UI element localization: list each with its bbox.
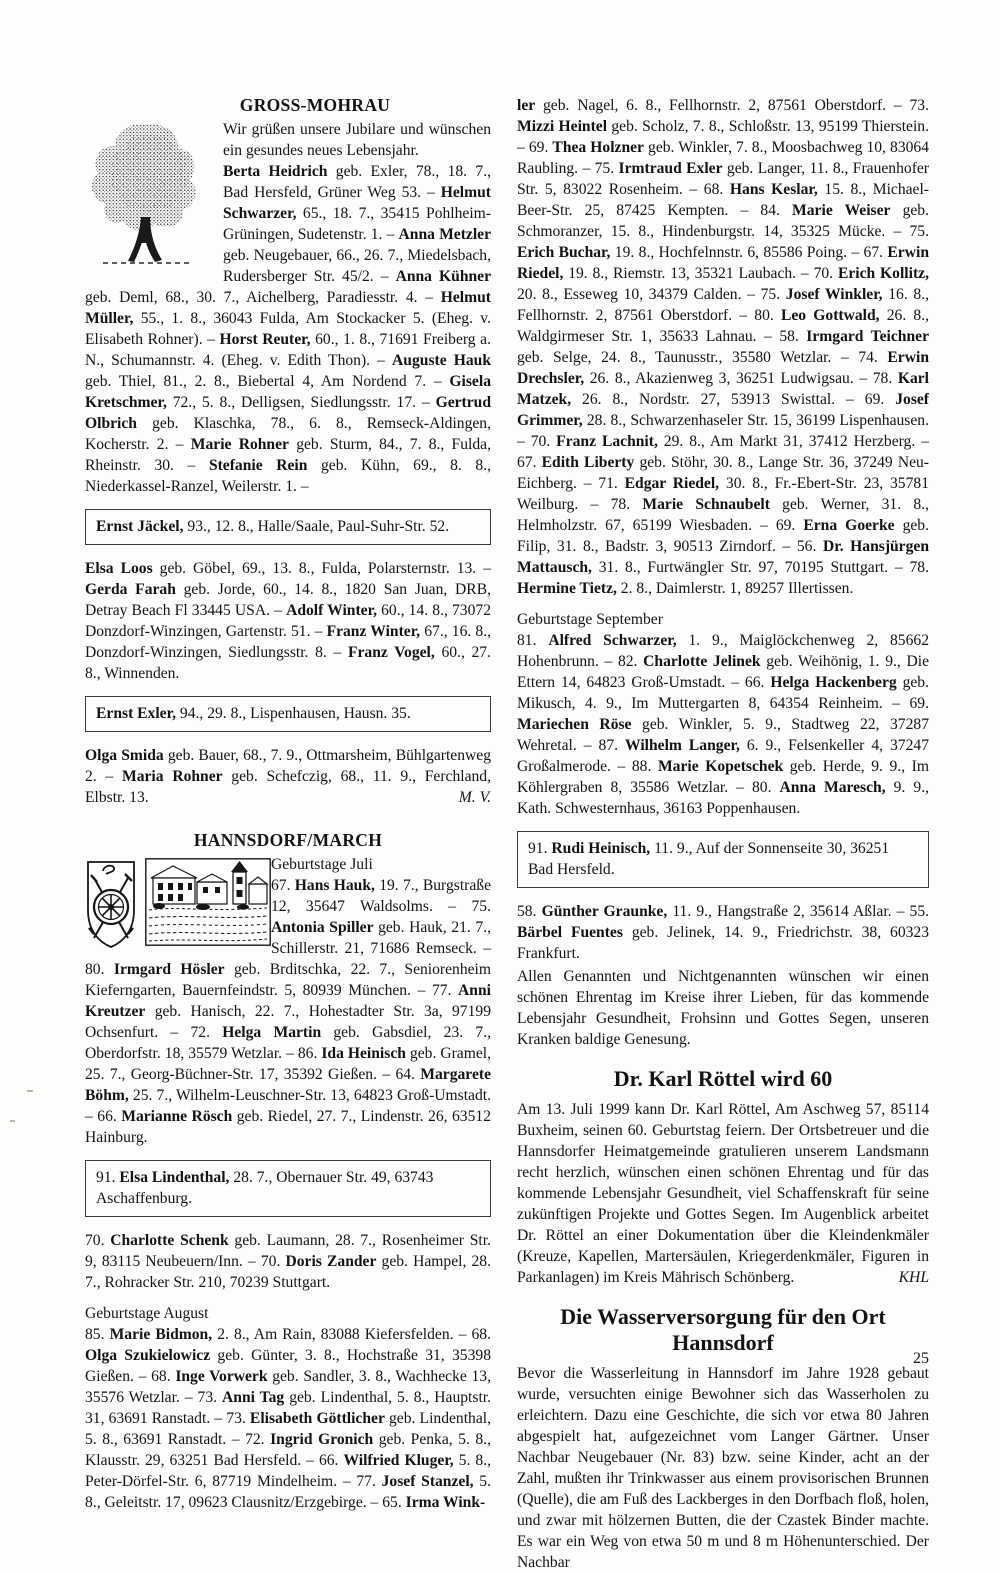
highlight-box-text: Ernst Jäckel, 93., 12. 8., Halle/Saale, Paul-Suhr-Str. 52. — [96, 518, 450, 535]
article-roettel-paragraph: Am 13. Juli 1999 kann Dr. Karl Röttel, Am Aschweg 57, 85114 Buxheim, seinen 60. Geburtstag feiern. Der Ortsbetreuer und die Hannsdorfer Heimatgemeinde gratulieren unserem Landsmann recht herzlich, wünschen einen schönen Ehrentag und für das kommende Lebensjahr Gesundheit, viel Schaffenskraft für seine zukünftigen Projekte und Gottes Segen. Im Augenblick arbeitet Dr. Röttel an einer Dokumentation über die Kleindenkmäler (Kreuze, Kapellen, Martersäulen, Kriegerdenkmäler, Figuren in Parkanlagen) im Kreis Mährisch Schönberg. — [517, 1101, 929, 1286]
gross-mohrau-body-paragraph: Wir grüßen unsere Jubilare und wünschen ein gesundes neues Lebensjahr. Berta Heidrich geb. Exler, 78., 18. 7., Bad Hersfeld, Grüner Weg 53. – Helmut Schwarzer, 65., 18. 7., 35415 Pohlheim-Grüningen, Sudetenstr. 1. – Anna Metzler geb. Neugebauer, 66., 26. 7., Miedelsbach, Rudersberger Str. 45/2. – Anna Kühner geb. Deml, 68., 30. 7., Aichelberg, Paradiesstr. 4. – Helmut Müller, 55., 1. 8., 36043 Fulda, Am Stockacker 5. (Eheg. v. Elisabeth Rohner). – Horst Reuter, 60., 1. 8., 71691 Freiberg a. N., Schumannstr. 4. (Eheg. v. Edith Thon). – Auguste Hauk geb. Thiel, 81., 2. 8., Biebertal 4, Am Nordend 7. – Gisela Kretschmer, 72., 5. 8., Delligsen, Siedlungsstr. 17. – Gertrud Olbrich geb. Klaschka, 78., 6. 8., Remseck-Aldingen, Kocherstr. 2. – Marie Rohner geb. Sturm, 84., 7. 8., Fulda, Rheinstr. 30. – Stefanie Rein geb. Kühn, 69., 8. 8., Niederkassel-Ranzel, Weilerstr. 1. – — [85, 121, 492, 495]
article-title-wasserversorgung: Die Wasserversorgung für den Ort Hannsdorf — [560, 1304, 886, 1355]
hannsdorf-july-paragraph-2: 70. Charlotte Schenk geb. Laumann, 28. 7., Rosenheimer Str. 9, 83115 Neubeuern/Inn. – 70. Doris Zander geb. Hampel, 28. 7., Rohracker Str. 210, 70239 Stuttgart. — [85, 1232, 491, 1291]
section-hannsdorf-march — [85, 830, 491, 1513]
subtitle-geburtstage-juli: Geburtstage Juli — [271, 856, 373, 873]
hannsdorf-august-paragraph: 85. Marie Bidmon, 2. 8., Am Rain, 83088 Kiefersfelden. – 68. Olga Szukielowicz geb. Günter, 3. 8., Hochstraße 31, 35398 Gießen. – 68. Inge Vorwerk geb. Sandler, 3. 8., Wachhecke 13, 35576 Wetzlar. – 73. Anni Tag geb. Lindenthal, 5. 8., Hauptstr. 31, 63691 Ranstadt. – 73. Elisabeth Göttlicher geb. Lindenthal, 5. 8., 63691 Ranstadt. – 72. Ingrid Gronich geb. Penka, 5. 8., Klausstr. 29, 63251 Bad Hersfeld. – 66. Wilfried Kluger, 5. 8., Peter-Dörfel-Str. 6, 87719 Mindelheim. – 77. Josef Stanzel, 5. 8., Geleitstr. 17, 09623 Clausnitz/Erzgebirge. – 65. Irma Wink- — [85, 1326, 492, 1511]
jubilee-tree-illustration — [85, 95, 223, 267]
page-number: 25 — [913, 1350, 929, 1367]
september-paragraph: 81. Alfred Schwarzer, 1. 9., Maiglöckchenweg 2, 85662 Hohenbrunn. – 82. Charlotte Jelinek geb. Weihönig, 1. 9., Die Ettern 14, 64823 Groß-Umstadt. – 66. Helga Hackenberg geb. Mikusch, 4. 9., Im Muttergarten 8, 64354 Reinheim. – 69. Mariechen Röse geb. Winkler, 5. 9., Stadtweg 22, 37287 Wehretal. – 87. Wilhelm Langer, 6. 9., Felsenkeller 4, 37247 Großalmerode. – 88. Marie Kopetschek geb. Herde, 9. 9., Im Köhlergraben 8, 35586 Wetzlar. – 80. Anna Maresch, 9. 9., Kath. Schwesternhaus, 36163 Poppenhausen. — [517, 632, 930, 817]
margin-registration-mark — [10, 1120, 15, 1122]
right-column — [517, 95, 929, 1573]
section-title-hannsdorf: HANNSDORF/MARCH — [193, 830, 383, 850]
highlight-box-rudi-heinisch — [517, 831, 929, 888]
highlight-box-ernst-exler — [85, 696, 491, 732]
gross-mohrau-paragraph-3: Olga Smida geb. Bauer, 68., 7. 9., Ottmarsheim, Bühlgartenweg 2. – Maria Rohner geb. Schefczig, 68., 11. 9., Ferchland, Elbstr. 13. — [85, 747, 491, 806]
author-initials-khl: KHL — [898, 1269, 929, 1286]
highlight-box-elsa-lindenthal — [85, 1160, 491, 1217]
gross-mohrau-paragraph-2: Elsa Loos geb. Göbel, 69., 13. 8., Fulda, Polarsternstr. 13. – Gerda Farah geb. Jorde, 60., 14. 8., 1820 San Juan, DRB, Detray Beach Fl 33445 USA. – Adolf Winter, 60., 14. 8., 73072 Donzdorf-Winzingen, Gartenstr. 51. – Franz Winter, 67., 16. 8., Donzdorf-Winzingen, Siedlungsstr. 8. – Franz Vogel, 60., 27. 8., Winnenden. — [85, 560, 492, 682]
margin-registration-mark — [27, 1090, 33, 1092]
village-illustration — [145, 858, 271, 946]
article-karl-roettel — [517, 1066, 929, 1288]
subtitle-geburtstage-august: Geburtstage August — [85, 1305, 209, 1322]
article-title-roettel: Dr. Karl Röttel wird 60 — [613, 1066, 833, 1091]
september-paragraph-2: 58. Günther Graunke, 11. 9., Hangstraße 2, 35614 Aßlar. – 55. Bärbel Fuentes geb. Jelinek, 14. 9., Friedrichstr. 38, 60323 Frankfurt. — [517, 903, 930, 962]
article-wasser-paragraph: Bevor die Wasserleitung in Hannsdorf im Jahre 1928 gebaut wurde, versuchten einige Bewohner sich das Wasserholen zu erleichtern. Dazu eine Geschichte, die sich vor etwa 80 Jahren abgespielt hat, aufgezeichnet vom Langer Gärtner. Unser Nachbar Neugebauer (Nr. 83) bzw. seine Kinder, acht an der Zahl, mußten ihr Trinkwasser aus einem provisorischen Brunnen (Quelle), die am Fuß des Lackberges in den Dorfbach floß, holen, und zwar mit hölzernen Butten, die der Czastek Binder machte. Es war ein Weg von etwa 50 m und 8 m Höhenunterschied. Der Nachbar — [517, 1365, 929, 1571]
section-title-gross-mohrau: GROSS-MOHRAU — [239, 95, 391, 115]
highlight-box-text: 91. Rudi Heinisch, 11. 9., Auf der Sonnenseite 30, 36251 Bad Hersfeld. — [528, 840, 890, 878]
highlight-box-text: Ernst Exler, 94., 29. 8., Lispenhausen, Hausn. 35. — [96, 705, 411, 722]
hannsdorf-illustrations — [85, 854, 271, 958]
hannsdorf-july-paragraph: 67. Hans Hauk, 19. 7., Burgstraße 12, 35647 Waldsolms. – 75. Antonia Spiller geb. Hauk, 21. 7., Schillerstr. 21, 71686 Remseck. – 80. Irmgard Hösler geb. Brditschka, 22. 7., Seniorenheim Kieferngarten, Bauernfeindstr. 5, 80939 München. – 77. Anni Kreutzer geb. Hanisch, 22. 7., Hohestadter Str. 3a, 97199 Ochsenfurt. – 72. Helga Martin geb. Gabsdiel, 23. 7., Oberdorfstr. 18, 35579 Wetzlar. – 86. Ida Heinisch geb. Gramel, 25. 7., Georg-Büchner-Str. 17, 35392 Gießen. – 64. Margarete Böhm, 25. 7., Wilhelm-Leuschner-Str. 13, 64823 Groß-Umstadt. – 66. Marianne Rösch geb. Riedel, 27. 7., Lindenstr. 26, 63512 Hainburg. — [85, 877, 492, 1146]
closing-wishes-paragraph: Allen Genannten und Nichtgenannten wünschen wir einen schönen Ehrentag im Kreise ihrer Lieben, für das kommende Lebensjahr Gesundheit, Frohsinn und Gottes Segen, unseren Kranken baldige Genesung. — [517, 968, 929, 1048]
coat-of-arms-illustration — [85, 858, 137, 950]
author-initials-mv: M. V. — [458, 789, 491, 806]
subtitle-geburtstage-september: Geburtstage September — [517, 611, 663, 628]
highlight-box-ernst-jaeckel — [85, 509, 491, 545]
august-continuation-paragraph: ler geb. Nagel, 6. 8., Fellhornstr. 2, 87561 Oberstdorf. – 73. Mizzi Heintel geb. Scholz, 7. 8., Schloßstr. 13, 95199 Thierstein. – 69. Thea Holzner geb. Winkler, 7. 8., Moosbachweg 10, 83064 Raubling. – 75. Irmtraud Exler geb. Langer, 11. 8., Frauenhofer Str. 5, 83022 Rosenheim. – 68. Hans Keslar, 15. 8., Michael-Beer-Str. 25, 87425 Kempten. – 84. Marie Weiser geb. Schmoranzer, 15. 8., Hindenburgstr. 14, 35325 Mücke. – 75. Erich Buchar, 19. 8., Hochfelnnstr. 6, 85586 Poing. – 67. Erwin Riedel, 19. 8., Riemstr. 13, 35321 Laubach. – 70. Erich Kollitz, 20. 8., Esseweg 10, 34379 Calden. – 75. Josef Winkler, 16. 8., Fellhornstr. 2, 87561 Oberstdorf. – 80. Leo Gottwald, 26. 8., Waldgirmeser Str. 1, 35633 Lahnau. – 58. Irmgard Teichner geb. Selge, 24. 8., Taunusstr., 35580 Wetzlar. – 74. Erwin Drechsler, 26. 8., Akazienweg 3, 36251 Ludwigsau. – 78. Karl Matzek, 26. 8., Nordstr. 27, 53913 Swisttal. – 69. Josef Grimmer, 28. 8., Schwarzenhaseler Str. 15, 36199 Lispenhausen. – 70. Franz Lachnit, 29. 8., Am Markt 31, 37412 Herzberg. – 67. Edith Liberty geb. Stöhr, 30. 8., Lange Str. 36, 37249 Neu-Eichberg. – 71. Edgar Riedel, 30. 8., Fr.-Ebert-Str. 23, 35781 Weilburg. – 78. Marie Schnaubelt geb. Werner, 31. 8., Helmholzstr. 67, 65199 Wiesbaden. – 69. Erna Goerke geb. Filip, 31. 8., Badstr. 3, 90513 Zirndorf. – 56. Dr. Hansjürgen Mattausch, 31. 8., Furtwängler Str. 97, 70195 Stuttgart. – 78. Hermine Tietz, 2. 8., Daimlerstr. 1, 89257 Illertissen. — [517, 97, 930, 597]
highlight-box-text: 91. Elsa Lindenthal, 28. 7., Obernauer Str. 49, 63743 Aschaffenburg. — [96, 1169, 434, 1207]
left-column — [85, 95, 491, 1513]
section-gross-mohrau — [85, 95, 491, 808]
article-wasserversorgung — [517, 1304, 929, 1573]
